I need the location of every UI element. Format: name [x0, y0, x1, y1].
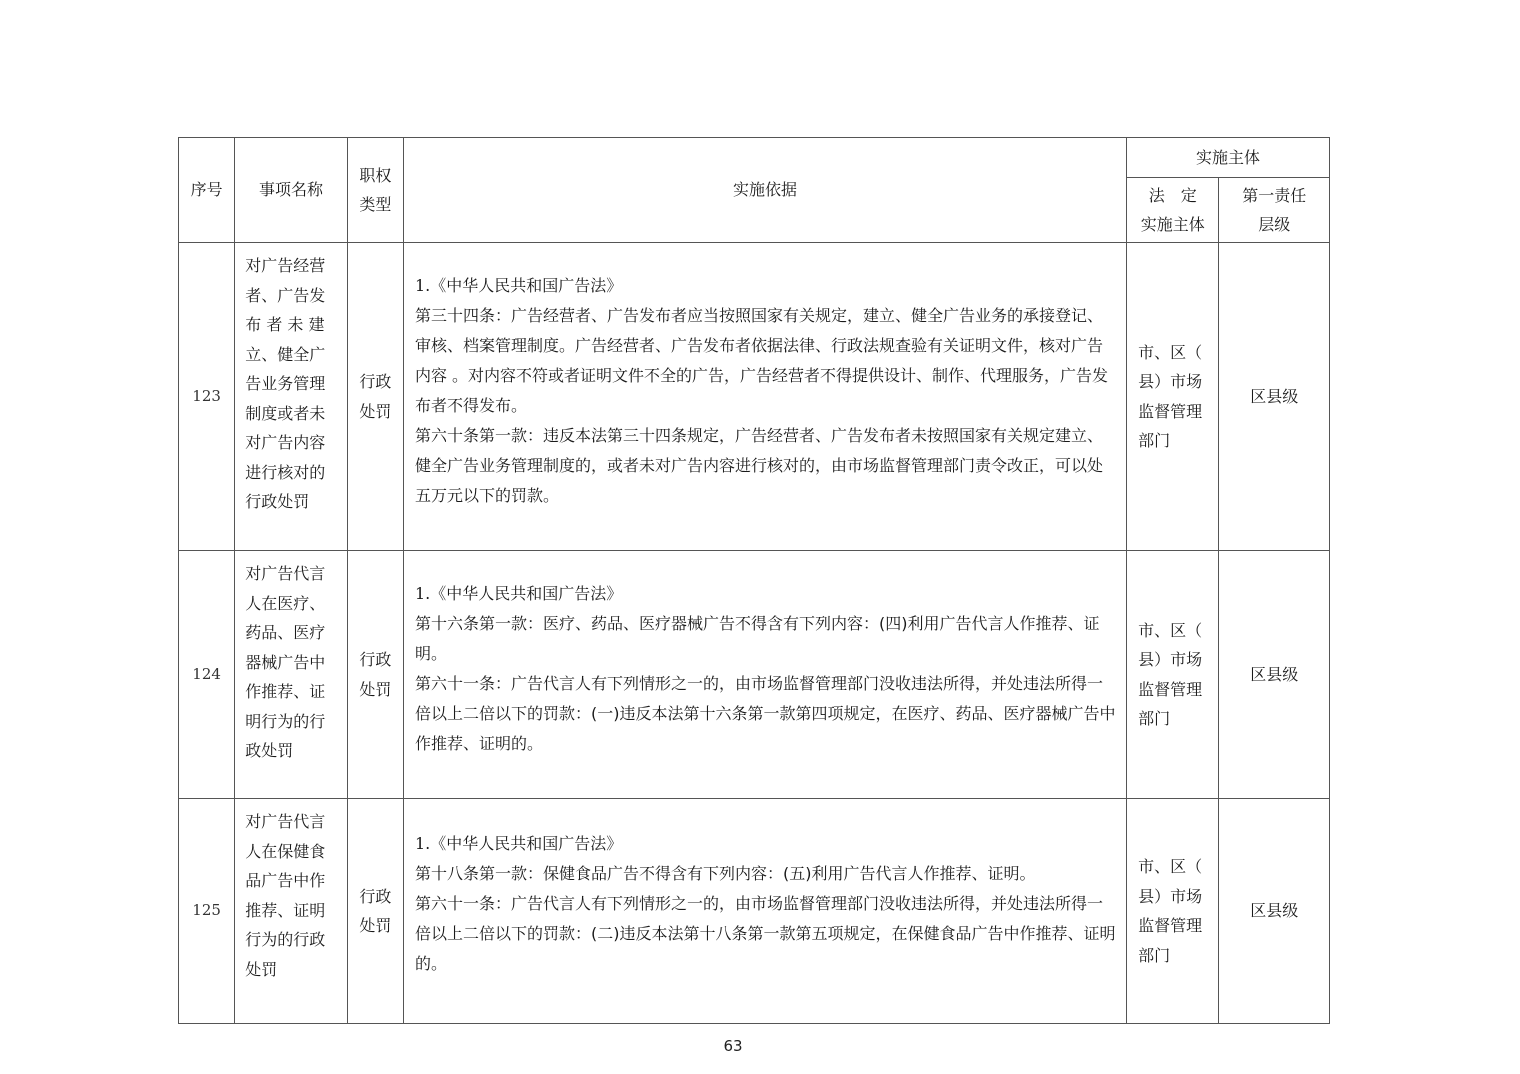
header-basis: 实施依据 [403, 138, 1126, 243]
row-name [235, 799, 347, 1024]
row-legal-text: 市、区（ 县）市场 监督管理 部门 [1138, 620, 1203, 728]
header-legal-text: 法 定 实施主体 [1140, 185, 1205, 234]
row-legal [1127, 799, 1219, 1024]
row-name-text: 对广告代言 人在保健食 品广告中作 推荐、证明 行为的行政 处罚 [245, 812, 326, 979]
row-type-text: 行政 处罚 [359, 886, 392, 935]
row-level: 区县级 [1219, 799, 1330, 1024]
row-legal-text: 市、区（ 县）市场 监督管理 部门 [1138, 857, 1203, 965]
row-level: 区县级 [1219, 243, 1330, 551]
row-type [347, 243, 403, 551]
header-legal [1127, 178, 1219, 243]
row-basis-law: 1.《中华人民共和国广告法》 [414, 584, 623, 603]
row-type-text: 行政 处罚 [359, 650, 392, 699]
row-basis-law: 1.《中华人民共和国广告法》 [414, 276, 623, 295]
row-name-text: 对广告经营 者、广告发 布 者 未 建 立、健全广 告业务管理 制度或者未 对广告内容 进行核对的 行政处罚 [245, 256, 326, 511]
row-seq: 124 [179, 551, 235, 799]
header-seq: 序号 [179, 138, 235, 243]
header-name: 事项名称 [235, 138, 347, 243]
row-basis-paragraph: 第六十一条：广告代言人有下列情形之一的，由市场监督管理部门没收违法所得，并处违法所得一倍以上二倍以下的罚款：(一)违反本法第十六条第一款第四项规定，在医疗、药品、医疗器械广告中作推荐、证明的。 [414, 674, 1116, 753]
row-type [347, 551, 403, 799]
row-basis-law: 1.《中华人民共和国广告法》 [414, 834, 623, 853]
row-basis-paragraph: 第十六条第一款：医疗、药品、医疗器械广告不得含有下列内容：(四)利用广告代言人作推荐、证明。 [414, 614, 1100, 663]
header-subject: 实施主体 [1127, 138, 1330, 178]
row-legal [1127, 551, 1219, 799]
row-seq: 123 [179, 243, 235, 551]
matters-table-page [178, 137, 1330, 1024]
row-name [235, 551, 347, 799]
row-level: 区县级 [1219, 551, 1330, 799]
row-name-text: 对广告代言 人在医疗、 药品、医疗 器械广告中 作推荐、证 明行为的行 政处罚 [245, 564, 326, 760]
row-basis-paragraph: 第六十一条：广告代言人有下列情形之一的，由市场监督管理部门没收违法所得，并处违法所得一倍以上二倍以下的罚款：(二)违反本法第十八条第一款第五项规定，在保健食品广告中作推荐、证明的。 [414, 894, 1116, 973]
header-type [347, 138, 403, 243]
header-level-text: 第一责任 层级 [1242, 185, 1307, 234]
page-number: 63 [723, 1037, 743, 1055]
row-type [347, 799, 403, 1024]
row-type-text: 行政 处罚 [359, 372, 392, 421]
row-legal [1127, 243, 1219, 551]
header-type-text: 职权 类型 [359, 165, 392, 214]
row-basis-paragraph: 第十八条第一款：保健食品广告不得含有下列内容：(五)利用广告代言人作推荐、证明。 [414, 864, 1036, 883]
matters-table [178, 137, 1330, 1024]
row-name [235, 243, 347, 551]
row-basis [403, 799, 1126, 1024]
row-basis [403, 243, 1126, 551]
row-seq: 125 [179, 799, 235, 1024]
row-basis-paragraph: 第三十四条：广告经营者、广告发布者应当按照国家有关规定，建立、健全广告业务的承接登记、审核、档案管理制度。广告经营者、广告发布者依据法律、行政法规查验有关证明文件，核对广告内容 。对内容不符或者证明文件不全的广告，广告经营者不得提供设计、制作、代理服务，广告发布者不得发布。 [414, 306, 1109, 415]
row-legal-text: 市、区（ 县）市场 监督管理 部门 [1138, 342, 1203, 450]
row-basis-paragraph: 第六十条第一款：违反本法第三十四条规定，广告经营者、广告发布者未按照国家有关规定建立、健全广告业务管理制度的，或者未对广告内容进行核对的，由市场监督管理部门责令改正，可以处五万元以下的罚款。 [414, 426, 1103, 505]
table-row [179, 551, 1330, 799]
header-level [1219, 178, 1330, 243]
table-row [179, 243, 1330, 551]
table-row [179, 799, 1330, 1024]
row-basis [403, 551, 1126, 799]
